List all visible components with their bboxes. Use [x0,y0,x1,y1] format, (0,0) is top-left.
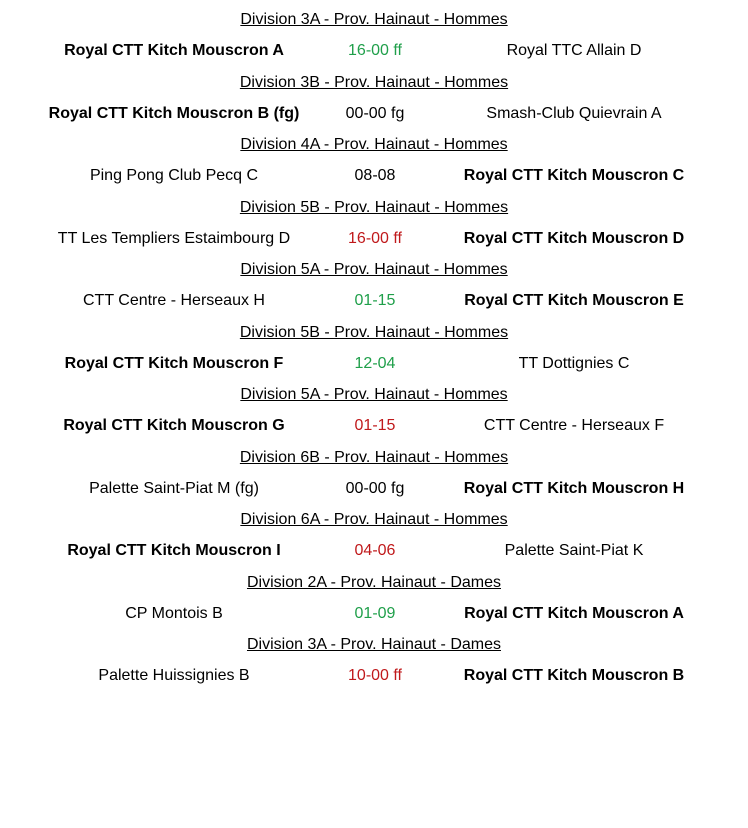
away-team: Palette Saint-Piat K [504,542,644,559]
away-team: Royal TTC Allain D [506,42,642,59]
division-heading: Division 3A - Prov. Hainaut - Dames [246,636,501,653]
match-score: 01-15 [354,292,396,309]
home-team: Ping Pong Club Pecq C [89,167,259,184]
away-team: Royal CTT Kitch Mouscron E [464,292,684,309]
away-team: Royal CTT Kitch Mouscron D [463,229,685,247]
match-score: 10-00 ff [348,667,402,684]
away-team: CTT Centre - Herseaux F [483,417,665,434]
home-team: Royal CTT Kitch Mouscron F [64,354,284,372]
away-team: Smash-Club Quievrain A [486,104,662,122]
match-row [0,95,748,134]
match-row [0,345,748,384]
away-team: Royal CTT Kitch Mouscron A [464,604,684,622]
home-team: CTT Centre - Herseaux H [83,292,265,309]
division-heading: Division 6B - Prov. Hainaut - Hommes [239,448,509,466]
match-score: 00-00 fg [345,104,405,122]
match-row [0,657,748,696]
home-team: Royal CTT Kitch Mouscron A [64,42,284,59]
match-score: 08-08 [354,167,396,184]
home-team: Royal CTT Kitch Mouscron B (fg) [48,104,300,122]
match-row [0,220,748,259]
away-team: Royal CTT Kitch Mouscron B [463,667,685,684]
home-team: CP Montois B [125,604,223,622]
division-heading: Division 3B - Prov. Hainaut - Hommes [239,73,509,91]
home-team: Palette Saint-Piat M (fg) [89,479,259,497]
away-team: Royal CTT Kitch Mouscron C [463,167,685,184]
division-heading: Division 3A - Prov. Hainaut - Hommes [240,11,508,28]
home-team: Royal CTT Kitch Mouscron I [67,542,281,559]
away-team: TT Dottignies C [518,354,630,372]
match-row [0,282,748,321]
match-row [0,532,748,571]
division-heading: Division 2A - Prov. Hainaut - Dames [246,573,501,591]
division-heading: Division 4A - Prov. Hainaut - Hommes [240,136,508,153]
home-team: Palette Huissignies B [98,667,250,684]
match-score: 16-00 ff [348,229,402,247]
match-score: 12-04 [354,354,396,372]
match-row [0,157,748,196]
away-team: Royal CTT Kitch Mouscron H [463,479,685,497]
home-team: Royal CTT Kitch Mouscron G [63,417,285,434]
division-heading: Division 5A - Prov. Hainaut - Hommes [240,261,508,278]
match-row [0,470,748,509]
match-score: 16-00 ff [348,42,402,59]
match-score: 00-00 fg [345,479,405,497]
division-heading: Division 6A - Prov. Hainaut - Hommes [240,511,508,528]
division-heading: Division 5B - Prov. Hainaut - Hommes [239,198,509,216]
match-row [0,407,748,446]
match-score: 01-09 [354,604,396,622]
match-score: 04-06 [354,542,396,559]
match-row [0,32,748,71]
match-score: 01-15 [354,417,396,434]
home-team: TT Les Templiers Estaimbourg D [57,229,291,247]
match-row [0,595,748,634]
division-heading: Division 5B - Prov. Hainaut - Hommes [239,323,509,341]
division-heading: Division 5A - Prov. Hainaut - Hommes [240,386,508,403]
